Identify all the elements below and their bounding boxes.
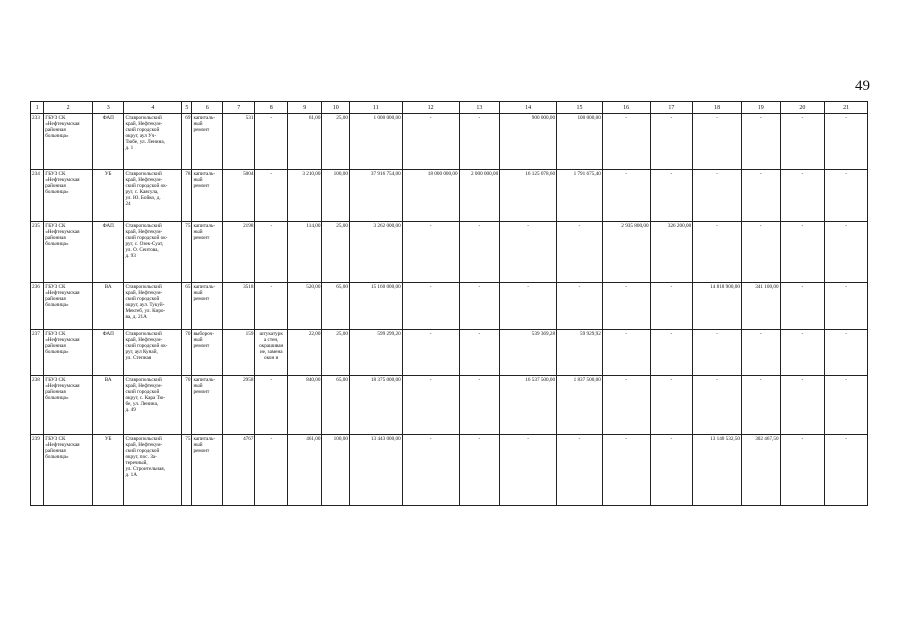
table-cell: - (825, 330, 868, 376)
table-cell: 100,00 (322, 170, 349, 222)
table-row (31, 114, 868, 170)
table-cell: 237 (31, 330, 44, 376)
table-cell: - (459, 376, 500, 435)
table-cell: 14 818 900,00 (693, 283, 742, 330)
table-cell: 1 791 675,40 (557, 170, 603, 222)
table-cell: - (402, 283, 459, 330)
table-cell: - (741, 376, 780, 435)
column-number: 14 (500, 102, 557, 114)
column-number: 5 (182, 102, 192, 114)
table-cell: - (500, 435, 557, 506)
table-cell: - (650, 330, 693, 376)
table-cell: Ставропольский край, Нефтекум- ский городской ок- руг, с. Каясула, ул. Ю. Бойко, д. 24 (124, 170, 182, 222)
table-cell: 22,00 (287, 330, 322, 376)
table-cell: 65,00 (322, 376, 349, 435)
table-cell: 78 (182, 170, 192, 222)
table-cell: - (500, 283, 557, 330)
table-cell: ГБУЗ СК «Нефтекумская районная больница» (44, 376, 93, 435)
column-number: 15 (557, 102, 603, 114)
table-cell: 16 125 078,60 (500, 170, 557, 222)
column-number: 4 (124, 102, 182, 114)
column-number: 19 (741, 102, 780, 114)
table-row (31, 170, 868, 222)
table-cell: 13 443 000,00 (349, 435, 402, 506)
table-cell: 2 000 000,00 (459, 170, 500, 222)
table-cell: 25,00 (322, 222, 349, 283)
column-number-row (31, 102, 868, 114)
table-cell: - (255, 114, 288, 170)
table-cell: 5004 (222, 170, 255, 222)
table-cell: капиталь- ный ремонт (192, 435, 222, 506)
table-row (31, 376, 868, 435)
table-cell: - (459, 283, 500, 330)
table-cell: - (459, 114, 500, 170)
table-cell: - (693, 114, 742, 170)
table-cell: капиталь- ный ремонт (192, 170, 222, 222)
table-cell: - (825, 376, 868, 435)
column-number: 20 (780, 102, 825, 114)
table-cell: Ставропольский край, Нефтекум- ский городской округ, аул. Тукуй- Мектеб, ул. Киро- ва, д. 21А (124, 283, 182, 330)
table-cell: 18 000 000,00 (402, 170, 459, 222)
column-number: 6 (192, 102, 222, 114)
table-cell: - (602, 170, 650, 222)
table-cell: - (780, 283, 825, 330)
table-cell: 70 (182, 330, 192, 376)
table-cell: - (741, 330, 780, 376)
column-number: 16 (602, 102, 650, 114)
table-cell: ГБУЗ СК «Нефтекумская районная больница» (44, 222, 93, 283)
table-cell: - (825, 222, 868, 283)
table-cell: 2958 (222, 376, 255, 435)
table-cell: 531 (222, 114, 255, 170)
table-cell: ВА (92, 283, 123, 330)
table-cell: капиталь- ный ремонт (192, 283, 222, 330)
table-cell: штукатурк а стен, окрашиван ие, замена окон и (255, 330, 288, 376)
table-cell: - (602, 283, 650, 330)
table-cell: ГБУЗ СК «Нефтекумская районная больница» (44, 330, 93, 376)
table-cell: 233 (31, 114, 44, 170)
table-cell: 539 369,28 (500, 330, 557, 376)
table-cell: 37 916 754,00 (349, 170, 402, 222)
table-cell: ГБУЗ СК «Нефтекумская районная больница» (44, 283, 93, 330)
table-row (31, 222, 868, 283)
table-cell: - (825, 114, 868, 170)
table-cell: ГБУЗ СК «Нефтекумская районная больница» (44, 435, 93, 506)
table-cell: - (602, 376, 650, 435)
table-cell: 65,00 (322, 283, 349, 330)
page-number: 49 (855, 78, 870, 94)
table-row (31, 435, 868, 506)
table-cell: - (693, 222, 742, 283)
column-number: 12 (402, 102, 459, 114)
table-cell: капиталь- ный ремонт (192, 222, 222, 283)
table-cell: - (780, 330, 825, 376)
table-cell: - (459, 222, 500, 283)
table-cell: 25,00 (322, 330, 349, 376)
column-number: 17 (650, 102, 693, 114)
table-cell: - (402, 435, 459, 506)
table-cell: 2 935 800,00 (602, 222, 650, 283)
table-cell: - (825, 283, 868, 330)
table-cell: 3 210,00 (287, 170, 322, 222)
table-cell: 840,00 (287, 376, 322, 435)
table-cell: ФАП (92, 222, 123, 283)
table-cell: 65 (182, 283, 192, 330)
table-cell: УБ (92, 435, 123, 506)
table-cell: - (780, 170, 825, 222)
table-cell: 1 000 000,00 (349, 114, 402, 170)
table-cell: Ставропольский край, Нефтекум- ский городской округ, с. Кара Тю- бе, ул. Ленина, д. 49 (124, 376, 182, 435)
column-number: 10 (322, 102, 349, 114)
column-number: 9 (287, 102, 322, 114)
table-cell: - (557, 435, 603, 506)
table-cell: - (780, 376, 825, 435)
column-number: 21 (825, 102, 868, 114)
table-cell: Ставропольский край, Нефтекум- ский городской ок- руг, аул Кунай, ул. Степная (124, 330, 182, 376)
table-cell: - (741, 222, 780, 283)
table-row (31, 330, 868, 376)
table-cell: ФАП (92, 114, 123, 170)
table-cell: Ставропольский край, Нефтекум- ский городской ок- руг, с. Озек-Суат, ул. О. Сеитова, д. 93 (124, 222, 182, 283)
table-cell: 61,00 (287, 114, 322, 170)
table-cell: - (650, 114, 693, 170)
table-cell: 18 375 000,00 (349, 376, 402, 435)
column-number: 7 (222, 102, 255, 114)
table-cell: 234 (31, 170, 44, 222)
table-cell: УБ (92, 170, 123, 222)
table-cell: - (650, 376, 693, 435)
column-number: 2 (44, 102, 93, 114)
column-number: 1 (31, 102, 44, 114)
table-cell: - (693, 376, 742, 435)
table-cell: - (255, 376, 288, 435)
table-cell: - (255, 170, 288, 222)
table-cell: 3 262 000,00 (349, 222, 402, 283)
table-cell: выбороч- ный ремонт (192, 330, 222, 376)
table-cell: 70 (182, 376, 192, 435)
table-cell: 302 467,50 (741, 435, 780, 506)
table-cell: - (459, 435, 500, 506)
table-cell: - (255, 283, 288, 330)
table-cell: 900 000,00 (500, 114, 557, 170)
table-cell: капиталь- ный ремонт (192, 114, 222, 170)
table-cell: 239 (31, 435, 44, 506)
table-cell: Ставропольский край, Нефтекум- ский городской округ, аул Уч- Тюбе, ул. Ленина, д. 1 (124, 114, 182, 170)
table-cell: - (602, 435, 650, 506)
table-cell: ГБУЗ СК «Нефтекумская районная больница» (44, 114, 93, 170)
table-cell: - (650, 283, 693, 330)
table-cell: - (650, 435, 693, 506)
table-cell: ВА (92, 376, 123, 435)
table-cell: 341 100,00 (741, 283, 780, 330)
table-cell: 326 200,00 (650, 222, 693, 283)
table-cell: 15 160 000,00 (349, 283, 402, 330)
table-cell: - (741, 170, 780, 222)
table-cell: 2198 (222, 222, 255, 283)
table-cell: 3518 (222, 283, 255, 330)
table-cell: - (602, 330, 650, 376)
table-row (31, 283, 868, 330)
table-cell: 25,00 (322, 114, 349, 170)
table-cell: 114,00 (287, 222, 322, 283)
table-cell: 4767 (222, 435, 255, 506)
table-cell: - (459, 330, 500, 376)
table-cell: 100,00 (322, 435, 349, 506)
register-table (30, 101, 868, 506)
table-cell: 13 140 532,50 (693, 435, 742, 506)
table-cell: - (602, 114, 650, 170)
table-cell: ФАП (92, 330, 123, 376)
table-cell: - (402, 114, 459, 170)
table-cell: 16 537 500,00 (500, 376, 557, 435)
table-cell: - (650, 170, 693, 222)
table-cell: 1 837 500,00 (557, 376, 603, 435)
column-number: 11 (349, 102, 402, 114)
table-cell: 69 (182, 114, 192, 170)
table-cell: 520,00 (287, 283, 322, 330)
table-cell: - (557, 283, 603, 330)
table-cell: капиталь- ный ремонт (192, 376, 222, 435)
table-cell: - (255, 222, 288, 283)
column-number: 13 (459, 102, 500, 114)
column-number: 3 (92, 102, 123, 114)
table-cell: Ставропольский край, Нефтекум- ский городской округ, пос. За- теречный, ул. Строительная, д. 1А (124, 435, 182, 506)
table-cell: - (825, 435, 868, 506)
table-cell: 59 929,92 (557, 330, 603, 376)
table-cell: - (780, 435, 825, 506)
table-cell: - (741, 114, 780, 170)
table-cell: 236 (31, 283, 44, 330)
table-cell: 238 (31, 376, 44, 435)
table-cell: ГБУЗ СК «Нефтекумская районная больница» (44, 170, 93, 222)
table-cell: 461,00 (287, 435, 322, 506)
table-cell: - (402, 376, 459, 435)
table-cell: - (402, 330, 459, 376)
column-number: 8 (255, 102, 288, 114)
table-cell: 100 000,00 (557, 114, 603, 170)
table-cell: 75 (182, 435, 192, 506)
table-cell: 599 299,20 (349, 330, 402, 376)
table-cell: - (693, 170, 742, 222)
table-cell: - (780, 222, 825, 283)
table-cell: - (402, 222, 459, 283)
table-cell: - (557, 222, 603, 283)
table-cell: 235 (31, 222, 44, 283)
table-cell: - (825, 170, 868, 222)
table-cell: 159 (222, 330, 255, 376)
table-cell: - (255, 435, 288, 506)
table-cell: - (780, 114, 825, 170)
table-cell: - (693, 330, 742, 376)
column-number: 18 (693, 102, 742, 114)
table-cell: 75 (182, 222, 192, 283)
table-cell: - (500, 222, 557, 283)
